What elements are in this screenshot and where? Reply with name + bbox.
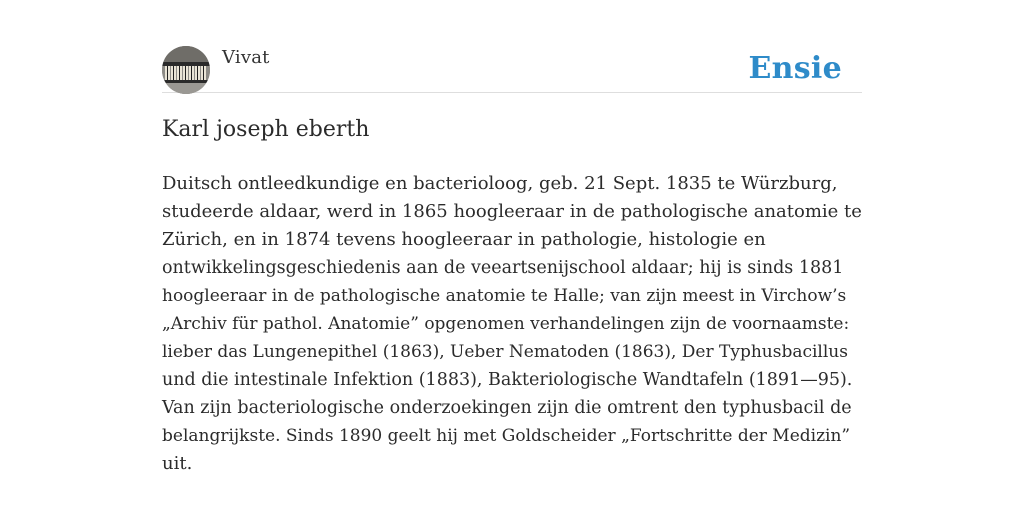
entry-body (162, 170, 862, 478)
body-line: Duitsch ontleedkundige en bacterioloog, geb. 21 Sept. 1835 te Würzburg, (162, 173, 838, 194)
body-line: belangrijkste. Sinds 1890 geelt hij met Goldscheider „Fortschritte der Medizin” (162, 426, 851, 446)
body-line: hoogleeraar in de pathologische anatomie te Halle; van zijn meest in Virchow’s (162, 286, 847, 306)
body-line: „Archiv für pathol. Anatomie” opgenomen verhandelingen zijn de voornaamste: (162, 314, 850, 334)
brand-logo[interactable]: Ensie (748, 51, 842, 86)
bookshelf-icon (162, 46, 210, 94)
body-line: studeerde aldaar, werd in 1865 hoogleeraar in de pathologische anatomie te (162, 201, 862, 222)
source-name[interactable]: Vivat (222, 47, 270, 68)
body-line: Zürich, en in 1874 tevens hoogleeraar in pathologie, histologie en (162, 229, 766, 250)
entry-card (162, 46, 862, 474)
body-line: uit. (162, 453, 193, 474)
body-line: und die intestinale Infektion (1883), Bakteriologische Wandtafeln (1891—95). (162, 370, 853, 390)
entry-header (162, 46, 862, 93)
body-line: lieber das Lungenepithel (1863), Ueber Nematoden (1863), Der Typhusbacillus (162, 342, 848, 362)
source-avatar[interactable] (162, 46, 210, 94)
body-line: ontwikkelingsgeschiedenis aan de veeartsenijschool aldaar; hij is sinds 1881 (162, 258, 844, 278)
entry-title: Karl joseph eberth (162, 117, 370, 142)
body-line: Van zijn bacteriologische onderzoekingen zijn die omtrent den typhusbacil de (162, 398, 852, 418)
